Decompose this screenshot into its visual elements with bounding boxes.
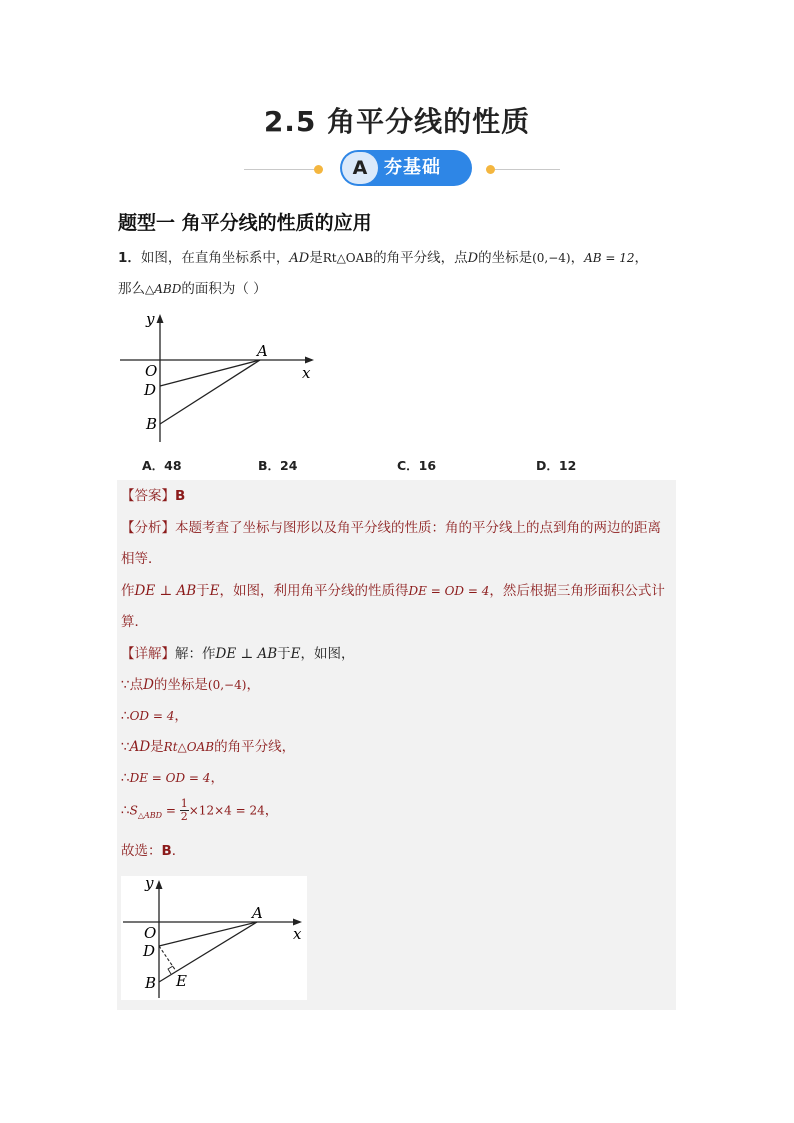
question-figure [118, 308, 318, 448]
q-text: 是 [309, 250, 323, 266]
detail-text: ， [246, 677, 260, 693]
choice-d[interactable]: D．12 [536, 458, 577, 473]
label-a: A [252, 904, 263, 922]
label-y: y [145, 876, 154, 892]
level-label: 夯基础 [384, 157, 441, 178]
q-text: ， [570, 250, 585, 266]
analysis-text: 本题考查了坐标与图形以及角平分线的性质：角的平分线上的点到角的两边的距离 [175, 520, 661, 536]
detail-math: S [129, 803, 138, 818]
segment-de-dashed [159, 946, 176, 971]
label-e: E [176, 972, 187, 990]
detail-text: 解：作 [175, 646, 216, 662]
choice-b[interactable]: B．24 [258, 458, 298, 473]
detail-text: ∵ [121, 739, 130, 755]
label-o: O [145, 362, 158, 380]
conclusion-text: 故选： [121, 843, 162, 859]
detail-text: ， [210, 770, 224, 786]
label-d: D [144, 381, 157, 399]
detail-line-1 [121, 644, 355, 664]
label-a: A [257, 342, 268, 360]
analysis-line-2 [121, 549, 162, 569]
label-x: x [302, 364, 311, 382]
q-text: 的面积为（ ） [181, 281, 267, 297]
choice-c[interactable]: C．16 [397, 458, 437, 473]
detail-line-2 [121, 675, 260, 695]
conclusion-line [121, 841, 185, 861]
analysis-text: 于 [196, 583, 210, 599]
level-banner [0, 150, 794, 190]
y-axis-arrow-icon [157, 314, 164, 323]
detail-math: DE ⊥ AB [215, 646, 278, 662]
detail-text: 的角平分线， [214, 739, 296, 755]
answer-tag: 【答案】 [121, 488, 175, 504]
segment-da [159, 922, 257, 946]
x-axis-arrow-icon [305, 357, 314, 364]
analysis-math: DE ⊥ AB [134, 583, 197, 599]
detail-text: ∴ [121, 708, 130, 724]
label-b: B [145, 974, 157, 992]
analysis-line-4 [121, 612, 148, 632]
banner-dot-right [486, 165, 495, 174]
detail-text: ∴ [121, 770, 130, 786]
analysis-text: ，如图，利用角平分线的性质得 [219, 583, 409, 599]
detail-text: ∵点 [121, 677, 144, 693]
answer-value: B [175, 488, 186, 504]
q-math: (0,−4) [532, 251, 571, 265]
label-d: D [143, 942, 156, 960]
q-math: △ABD [145, 282, 182, 296]
detail-text: 是 [150, 739, 164, 755]
analysis-line-1 [121, 518, 661, 538]
analysis-text: 相等． [121, 551, 162, 567]
detail-line-3 [121, 706, 188, 726]
label-x: x [293, 925, 302, 943]
analysis-tag: 【分析】 [121, 520, 175, 536]
analysis-math: DE = OD = 4 [408, 584, 490, 598]
banner-line-left [244, 169, 314, 170]
segment-ba [159, 922, 257, 982]
detail-math: DE = OD = 4 [129, 771, 211, 785]
detail-line-6: $\therefore S_{\triangle ABD}$ = $\frac{1}{2}$ ×12×4 = 24， [121, 797, 279, 823]
detail-line-5 [121, 768, 224, 788]
question-line-1 [118, 248, 648, 269]
detail-text: ，如图， [300, 646, 355, 662]
detail-text: ， [174, 708, 188, 724]
detail-tag: 【详解】 [121, 646, 175, 662]
solution-figure [121, 876, 307, 1000]
right-angle-mark [168, 966, 173, 974]
detail-text: ， [264, 802, 279, 819]
q-text: 的角平分线，点 [373, 250, 468, 266]
q-text: 的坐标是 [478, 250, 533, 266]
detail-math: AD [129, 739, 151, 755]
detail-line-4 [121, 737, 295, 757]
q-text: ， [634, 250, 649, 266]
question-line-2 [118, 279, 267, 299]
label-b: B [146, 415, 158, 433]
q-math: AB = 12 [584, 251, 635, 265]
analysis-text: 算． [121, 614, 148, 630]
detail-text: 于 [277, 646, 291, 662]
detail-math: Rt△OAB [163, 740, 215, 754]
analysis-text: ，然后根据三角形面积公式计 [489, 583, 665, 599]
analysis-line-3 [121, 581, 665, 601]
detail-math: ×12×4 = 24 [188, 803, 265, 818]
q-math: D [467, 251, 479, 266]
fraction [180, 798, 189, 823]
solution-figure-bg [121, 876, 307, 1000]
detail-text: 的坐标是 [153, 677, 208, 693]
q-text: 那么 [118, 281, 145, 297]
page-title: 2.5 角平分线的性质 [263, 105, 531, 138]
conclusion-text: ． [171, 843, 186, 859]
level-letter: A [342, 152, 378, 184]
detail-math-sub: △ABD [137, 811, 163, 821]
analysis-math: E [209, 583, 220, 599]
label-y: y [146, 310, 155, 328]
detail-math: (0,−4) [207, 678, 247, 692]
banner-line-right [495, 169, 560, 170]
choice-a[interactable]: A．48 [142, 458, 182, 473]
fraction-denominator: 2 [180, 810, 188, 823]
detail-text: ∴ [121, 802, 130, 819]
y-axis-arrow-icon [156, 880, 163, 889]
answer-box [117, 480, 676, 1010]
detail-math: E [290, 646, 301, 662]
section-title: 题型一 角平分线的性质的应用 [118, 212, 372, 234]
q-math: Rt△OAB [322, 251, 374, 265]
q-math: AD [289, 251, 310, 266]
detail-math: OD = 4 [129, 709, 175, 723]
detail-math: D [143, 677, 154, 693]
level-badge [340, 150, 472, 186]
segment-da [160, 360, 260, 386]
q-text: 如图，在直角坐标系中， [140, 250, 290, 266]
fraction-numerator: 1 [180, 797, 188, 810]
label-o: O [144, 924, 157, 942]
answer-line [121, 486, 185, 506]
segment-ba [160, 360, 260, 424]
conclusion-value: B [161, 843, 172, 859]
analysis-text: 作 [121, 583, 135, 599]
banner-dot-left [314, 165, 323, 174]
question-number: 1． [118, 250, 141, 266]
